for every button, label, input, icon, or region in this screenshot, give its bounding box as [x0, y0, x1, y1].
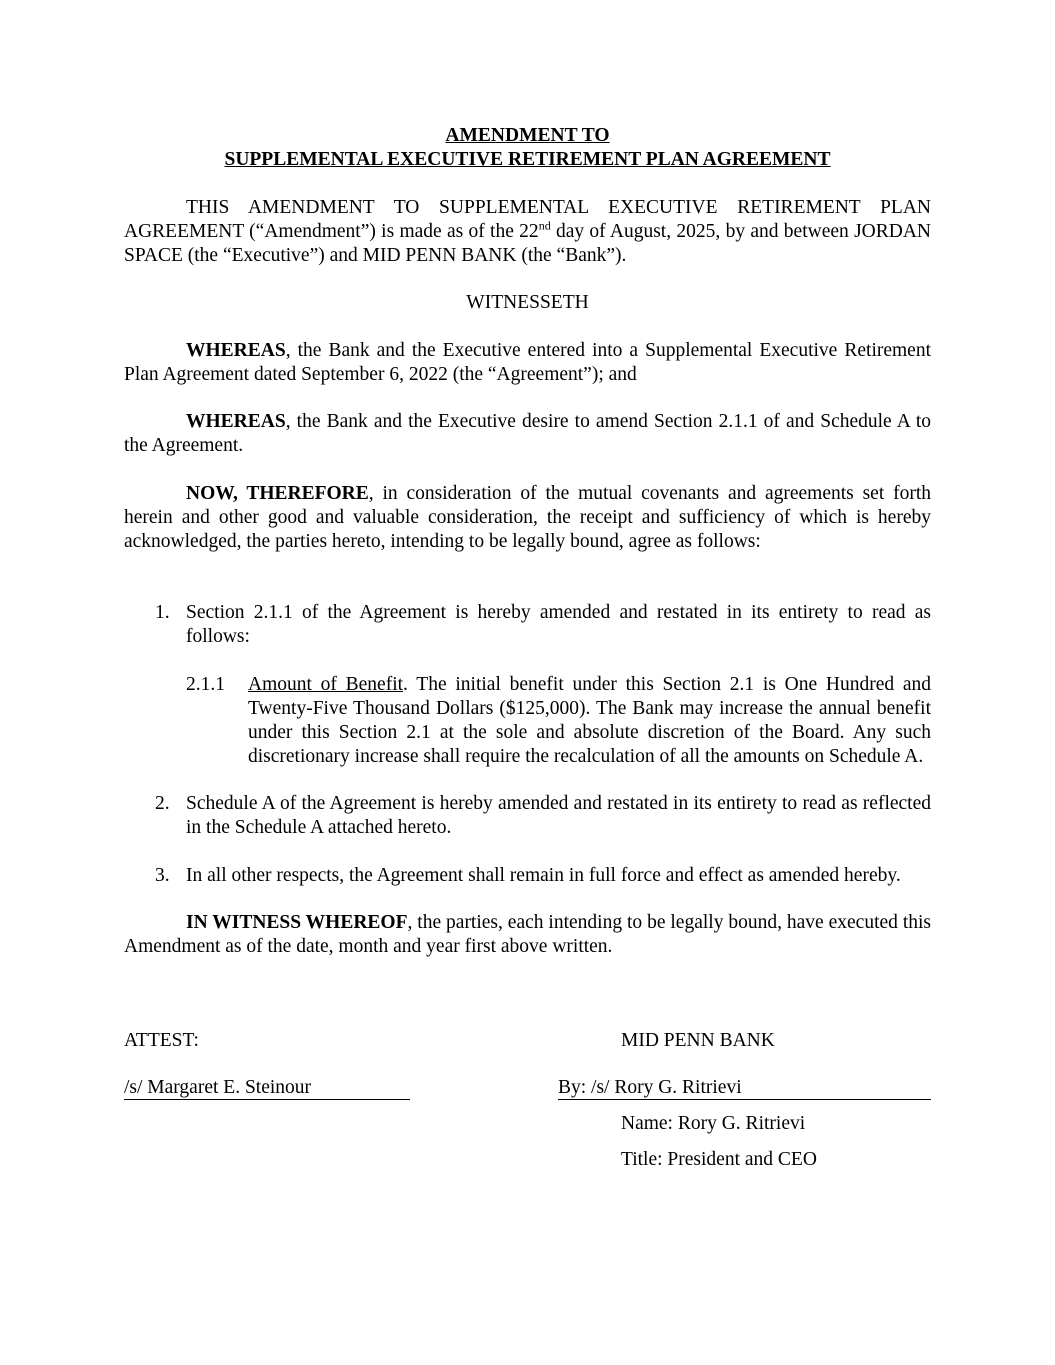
now-therefore-paragraph — [124, 482, 931, 554]
title-line-2: SUPPLEMENTAL EXECUTIVE RETIREMENT PLAN AGREEMENT — [224, 149, 831, 170]
title-line-1: AMENDMENT TO — [445, 125, 610, 146]
list-item-1-number: 1. — [155, 602, 170, 623]
subitem-2-1-1 — [124, 673, 931, 769]
witnesseth-heading: WITNESSETH — [466, 292, 589, 313]
now-therefore-lead: NOW, THEREFORE — [186, 483, 369, 504]
whereas-text-1: , the Bank and the Executive entered into a Supplemental Executive Retirement Plan Agreement dated September 6, 2022 (the “Agreement”); and — [124, 340, 931, 385]
signer-title: Title: President and CEO — [621, 1149, 817, 1170]
list-item-2-text: Schedule A of the Agreement is hereby amended and restated in its entirety to read as reflected in the Schedule A attached hereto. — [186, 793, 931, 838]
attest-signature: /s/ Margaret E. Steinour — [124, 1077, 312, 1098]
signer-title-row — [124, 1148, 931, 1172]
signature-labels-row — [124, 1029, 931, 1053]
bank-label: MID PENN BANK — [621, 1030, 775, 1051]
now-therefore-text: , in consideration of the mutual covenants and agreements set forth herein and other good and valuable consideration, the receipt and sufficiency of which is hereby acknowledged, the parties hereto, intending to be legally bound, agree as follows: — [124, 483, 931, 552]
whereas-paragraph-1 — [124, 339, 931, 387]
intro-superscript: nd — [538, 218, 551, 233]
signer-name-row — [124, 1112, 931, 1136]
intro-paragraph — [124, 196, 931, 268]
list-item-1 — [124, 601, 931, 649]
whereas-lead-2: WHEREAS — [186, 411, 286, 432]
subitem-text: . The initial benefit under this Section 2.1 is One Hundred and Twenty-Five Thousand Dollars ($125,000). The Bank may increase the annual benefit under this Section 2.1 at the sole and absolute discretion of the Board. Any such discretionary increase shall require the recalculation of all the amounts on Schedule A. — [248, 674, 931, 767]
list-item-3 — [124, 864, 931, 888]
subitem-heading: Amount of Benefit — [248, 674, 404, 695]
whereas-paragraph-2 — [124, 410, 931, 458]
whereas-lead-1: WHEREAS — [186, 340, 286, 361]
signer-name: Name: Rory G. Ritrievi — [621, 1113, 806, 1134]
signature-lines-row — [124, 1076, 931, 1100]
bank-signature-line — [558, 1076, 931, 1100]
list-item-2-number: 2. — [155, 793, 170, 814]
subitem-number: 2.1.1 — [186, 674, 225, 695]
by-signature: By: /s/ Rory G. Ritrievi — [558, 1077, 742, 1098]
list-item-2 — [124, 792, 931, 840]
attest-label: ATTEST: — [124, 1030, 199, 1051]
list-item-3-number: 3. — [155, 865, 170, 886]
list-item-3-text: In all other respects, the Agreement shall remain in full force and effect as amended hereby. — [186, 865, 901, 886]
intro-text-start: THIS AMENDMENT TO SUPPLEMENTAL EXECUTIVE RETIREMENT PLAN AGREEMENT (“Amendment”) is made as of the 22 — [124, 197, 931, 242]
attest-signature-line — [124, 1076, 410, 1100]
whereas-text-2: , the Bank and the Executive desire to amend Section 2.1.1 of and Schedule A to the Agreement. — [124, 411, 931, 456]
list-item-1-text: Section 2.1.1 of the Agreement is hereby amended and restated in its entirety to read as follows: — [186, 602, 931, 647]
document-page — [124, 124, 931, 1172]
in-witness-lead: IN WITNESS WHEREOF — [186, 912, 408, 933]
intro-text-end: day of August, 2025, by and between JORDAN SPACE (the “Executive”) and MID PENN BANK (the “Bank”). — [124, 221, 931, 266]
in-witness-text: , the parties, each intending to be legally bound, have executed this Amendment as of the date, month and year first above written. — [124, 912, 931, 957]
in-witness-paragraph — [124, 911, 931, 959]
